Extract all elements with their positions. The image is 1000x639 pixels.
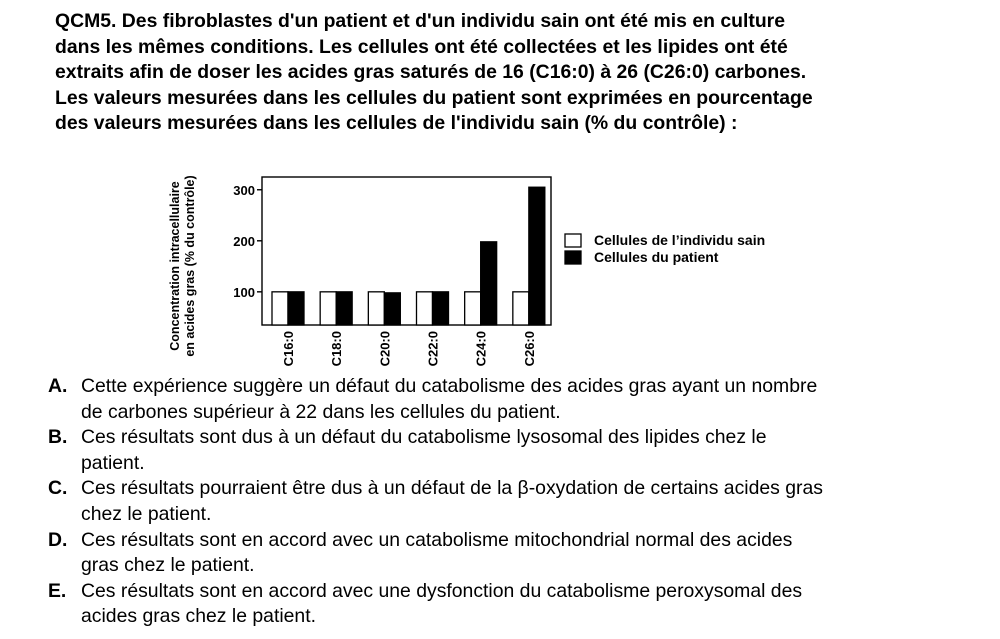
question-text [55,9,945,137]
bars [272,187,545,325]
answer-list [48,374,948,630]
legend-label: Cellules de l’individu sain [594,232,766,248]
answer-letter: A. [48,375,68,397]
y-axis-label [168,175,197,356]
bar-control [320,292,336,325]
question-line: extraits afin de doser les acides gras saturés de 16 (C16:0) à 26 (C26:0) carbones. [55,61,807,84]
bar-control [272,292,288,325]
y-tick-label: 200 [233,233,255,249]
answer-line: Ces résultats sont en accord avec une dysfonction du catabolisme peroxysomal des [81,579,803,602]
plot-area-frame [262,177,551,325]
answer-text [81,476,938,527]
answer-letter: E. [48,579,67,602]
bar-control [417,292,433,325]
y-axis-label-line: en acides gras (% du contrôle) [183,175,197,357]
x-tick-label: C22:0 [425,331,441,367]
y-axis-label-line: Concentration intracellulaire [168,181,182,351]
x-tick-label: C20:0 [377,331,393,367]
x-tick-label: C24:0 [473,331,489,367]
fatty-acid-bar-chart [150,150,850,372]
answer-letter: B. [48,426,68,449]
x-tick-label: C18:0 [329,331,345,367]
bar-patient [481,242,497,325]
legend [565,232,765,265]
bar-control [368,292,384,325]
answer-d[interactable] [48,528,948,579]
x-tick-label: C26:0 [521,331,537,367]
answer-b[interactable] [48,425,948,476]
answer-a[interactable] [48,374,948,425]
answer-line: patient. [81,451,145,474]
answer-c[interactable] [48,476,948,527]
answer-letter: D. [48,528,68,551]
question-line: Les valeurs mesurées dans les cellules du patient sont exprimées en pourcentage [55,86,813,109]
answer-text [81,528,938,579]
question-line: dans les mêmes conditions. Les cellules ont été collectées et les lipides ont été [55,35,788,58]
answer-text [81,374,938,425]
answer-letter: C. [48,477,68,500]
answer-text [81,425,938,476]
legend-swatch [565,234,581,247]
bar-patient [336,292,352,325]
bar-control [513,292,529,325]
answer-line: de carbones supérieur à 22 dans les cellules du patient. [81,400,561,423]
bar-patient [288,292,304,325]
x-tick-label: C16:0 [281,331,296,367]
question-line: des valeurs mesurées dans les cellules de l'individu sain (% du contrôle) : [55,112,738,135]
answer-line: Ces résultats sont en accord avec un catabolisme mitochondrial normal des acides [81,528,793,551]
question-line: QCM5. Des fibroblastes d'un patient et d'un individu sain ont été mis en culture [55,10,785,32]
answer-line: chez le patient. [81,502,212,525]
legend-swatch [565,251,581,264]
answer-line: Ces résultats sont dus à un défaut du catabolisme lysosomal des lipides chez le [81,426,767,449]
bar-control [465,292,481,325]
answer-text [81,579,938,630]
answer-line: Ces résultats pourraient être dus à un défaut de la β-oxydation de certains acides gras [81,477,823,500]
y-tick-label: 100 [233,284,255,300]
y-tick-label: 300 [233,182,255,198]
legend-label: Cellules du patient [594,249,719,265]
y-axis-ticks [233,183,262,300]
bar-patient [384,293,400,325]
x-axis-labels [281,331,537,366]
answer-line: Cette expérience suggère un défaut du catabolisme des acides gras ayant un nombre [81,375,818,397]
answer-line: acides gras chez le patient. [81,605,316,628]
answer-e[interactable] [48,579,948,630]
bar-patient [433,292,449,325]
bar-patient [529,187,545,325]
answer-line: gras chez le patient. [81,554,255,577]
